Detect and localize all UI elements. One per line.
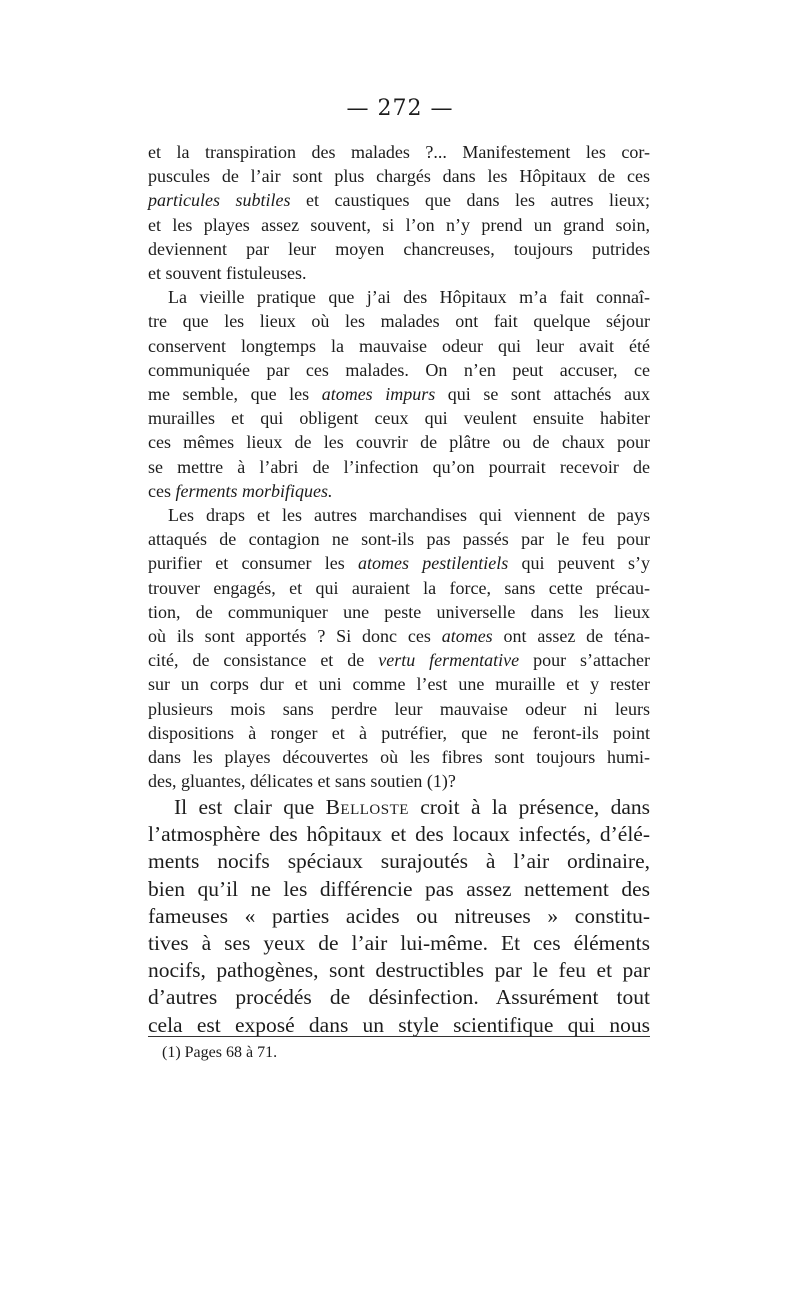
- author-name: Belloste: [325, 795, 409, 819]
- text-line: La vieille pratique que j’ai des Hôpitaux m’a fait connaî-: [168, 287, 650, 308]
- text-line: nocifs, pathogènes, sont destructibles par le feu et par: [148, 958, 650, 983]
- text-line: d’autres procédés de désinfection. Assurément tout: [148, 985, 650, 1010]
- text-line: cela est exposé dans un style scientifique qui nous: [148, 1012, 650, 1037]
- text-line: et les playes assez souvent, si l’on n’y prend un grand soin,: [148, 214, 650, 235]
- text-line: me semble, que les atomes impurs qui se sont attachés aux: [148, 384, 650, 405]
- text-line: où ils sont apportés ? Si donc ces atomes ont assez de téna-: [148, 626, 650, 647]
- text-line: trouver engagés, et qui auraient la force, sans cette précau-: [148, 577, 650, 598]
- text-line: tives à ses yeux de l’air lui-même. Et ces éléments: [148, 931, 650, 956]
- italic-term: particules subtiles: [148, 190, 291, 211]
- italic-term: vertu fermentative: [378, 650, 520, 671]
- text-line: purifier et consumer les atomes pestilentiels qui peuvent s’y: [148, 553, 650, 574]
- text-line: ces ferments morbifiques.: [148, 480, 333, 501]
- italic-term: atomes: [441, 626, 493, 647]
- text-line: plusieurs mois sans perdre leur mauvaise odeur ni leurs: [148, 698, 650, 719]
- text-line: Les draps et les autres marchandises qui viennent de pays: [168, 505, 650, 526]
- footnote-divider: [148, 1036, 650, 1037]
- text-line: puscules de l’air sont plus chargés dans les Hôpitaux de ces: [148, 166, 650, 187]
- text-line: se mettre à l’abri de l’infection qu’on pourrait recevoir de: [148, 456, 650, 477]
- quoted-passage: [148, 140, 650, 793]
- text-line: cité, de consistance et de vertu fermentative pour s’attacher: [148, 650, 651, 671]
- text-line: murailles et qui obligent ceux qui veulent ensuite habiter: [148, 408, 650, 429]
- text-line: attaqués de contagion ne sont-ils pas passés par le feu pour: [148, 529, 650, 550]
- italic-term: atomes pestilentiels: [357, 553, 509, 574]
- text-line: dans les playes découvertes où les fibres sont toujours humi-: [148, 747, 650, 768]
- text-line: ments nocifs spéciaux surajoutés à l’air ordinaire,: [148, 849, 650, 874]
- italic-term: atomes impurs: [321, 384, 436, 405]
- text-line: ces mêmes lieux de les couvrir de plâtre ou de chaux pour: [148, 432, 650, 453]
- text-line: et la transpiration des malades ?... Manifestement les cor-: [148, 142, 650, 162]
- italic-term: ferments morbifiques.: [175, 480, 333, 501]
- text-line: sur un corps dur et uni comme l’est une muraille et y rester: [148, 674, 650, 695]
- text-line: des, gluantes, délicates et sans soutien (1)?: [148, 771, 456, 792]
- text-line: bien qu’il ne les différencie pas assez nettement des: [148, 876, 650, 901]
- page-number: — 272 —: [346, 96, 454, 121]
- text-line: tre que les lieux où les malades ont fait quelque séjour: [148, 311, 650, 332]
- text-line: conservent longtemps la mauvaise odeur qui leur avait été: [148, 335, 650, 356]
- text-line: fameuses « parties acides ou nitreuses » constitu-: [148, 903, 650, 928]
- footnote: (1) Pages 68 à 71.: [162, 1044, 278, 1061]
- text-line: tion, de communiquer une peste universelle dans les lieux: [148, 601, 650, 622]
- text-line: et souvent fistuleuses.: [148, 263, 307, 284]
- text-line: l’atmosphère des hôpitaux et des locaux infectés, d’élé-: [148, 822, 650, 847]
- text-line: deviennent par leur moyen chancreuses, toujours putrides: [148, 238, 650, 259]
- commentary-paragraph: [148, 794, 650, 1039]
- text-line: Il est clair que Belloste croit à la présence, dans: [174, 795, 650, 819]
- text-line: communiquée par ces malades. On n’en peut accuser, ce: [148, 359, 650, 380]
- text-line: particules subtiles et caustiques que dans les autres lieux;: [148, 190, 651, 211]
- text-line: dispositions à ronger et à putréfier, que ne feront-ils point: [148, 722, 650, 743]
